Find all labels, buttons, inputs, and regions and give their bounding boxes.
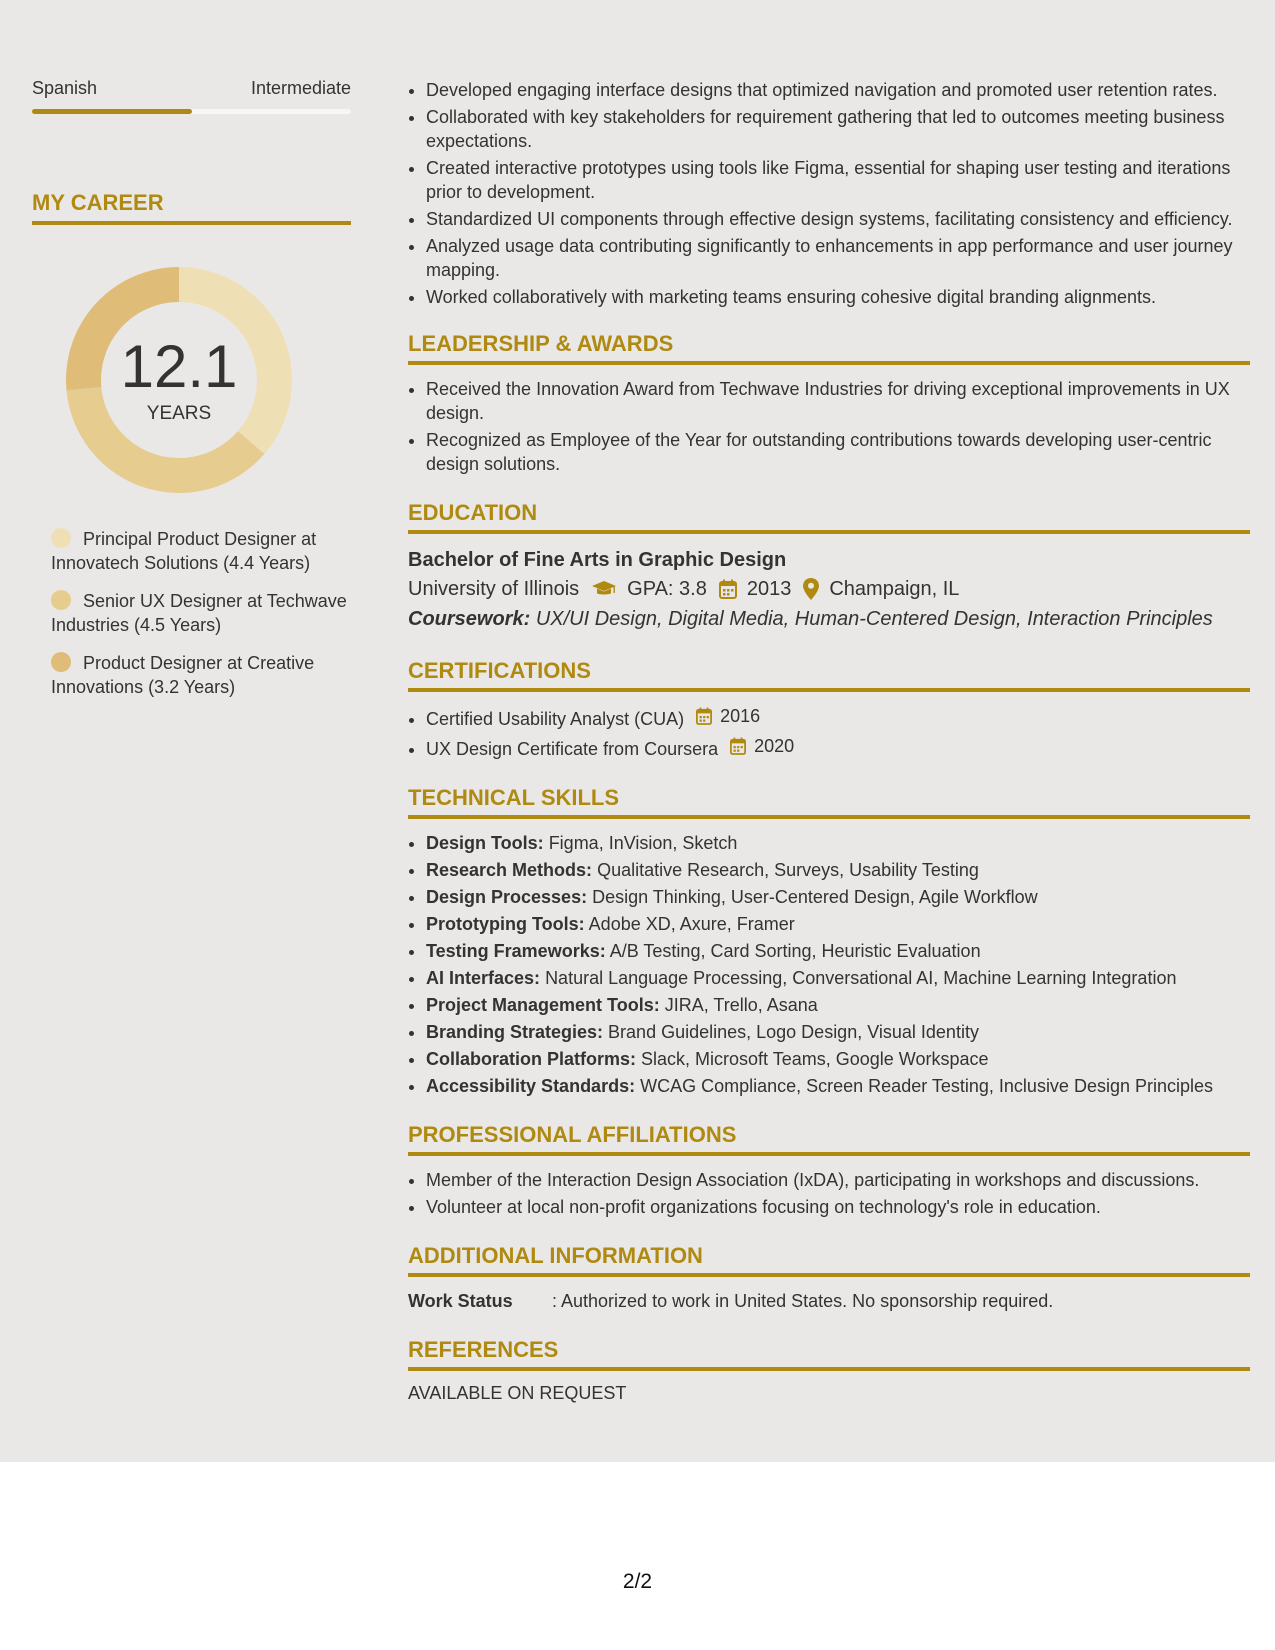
skill-category: AI Interfaces: xyxy=(426,968,541,988)
legend-label: Senior UX Designer at Techwave Industries (4.5 Years) xyxy=(51,591,347,635)
experience-bullet: • Analyzed usage data contributing significantly to enhancements in app performance and user journey mapping. xyxy=(426,234,1250,282)
career-legend xyxy=(32,527,351,699)
career-donut-chart xyxy=(66,267,292,493)
skill-item xyxy=(426,831,1250,855)
education-location: Champaign, IL xyxy=(829,578,960,600)
skill-category: Project Management Tools: xyxy=(426,995,660,1015)
skill-item xyxy=(426,966,1250,990)
career-legend-item xyxy=(51,527,351,575)
references-value: AVAILABLE ON REQUEST xyxy=(408,1383,627,1403)
skill-item xyxy=(426,1047,1250,1071)
skill-values: Natural Language Processing, Conversational AI, Machine Learning Integration xyxy=(545,968,1177,988)
legend-swatch xyxy=(51,528,71,548)
work-status-row xyxy=(408,1289,1250,1313)
experience-bullet: • Collaborated with key stakeholders for requirement gathering that led to outcomes meeting business expectations. xyxy=(426,105,1250,153)
skill-category: Prototyping Tools: xyxy=(426,914,585,934)
skill-category: Design Tools: xyxy=(426,833,544,853)
skill-values: WCAG Compliance, Screen Reader Testing, Inclusive Design Principles xyxy=(640,1076,1214,1096)
education-heading: EDUCATION xyxy=(408,500,1250,534)
graduation-cap-icon xyxy=(591,580,617,598)
skill-category: Testing Frameworks: xyxy=(426,941,606,961)
experience-bullet: • Standardized UI components through effective design systems, facilitating consistency and efficiency. xyxy=(426,207,1250,231)
skill-item xyxy=(426,885,1250,909)
calendar-icon xyxy=(719,579,737,599)
location-pin-icon xyxy=(803,578,819,600)
skills-heading: TECHNICAL SKILLS xyxy=(408,785,1250,819)
certification-name: Certified Usability Analyst (CUA) xyxy=(426,709,685,729)
career-heading: MY CAREER xyxy=(32,190,351,225)
education-details xyxy=(408,574,1250,604)
legend-swatch xyxy=(51,652,71,672)
leadership-heading: LEADERSHIP & AWARDS xyxy=(408,331,1250,365)
page-number: 2/2 xyxy=(622,1570,653,1593)
education-coursework xyxy=(408,604,1250,634)
skill-values: JIRA, Trello, Asana xyxy=(664,995,818,1015)
skill-category: Accessibility Standards: xyxy=(426,1076,636,1096)
certifications-heading: CERTIFICATIONS xyxy=(408,658,1250,692)
career-total-years: 12.1 xyxy=(120,333,238,400)
experience-bullet: • Worked collaboratively with marketing teams ensuring cohesive digital branding alignments. xyxy=(426,285,1250,309)
affiliations-heading: PROFESSIONAL AFFILIATIONS xyxy=(408,1122,1250,1156)
experience-bullets xyxy=(408,78,1250,309)
legend-swatch xyxy=(51,590,71,610)
references-heading: REFERENCES xyxy=(408,1337,1250,1371)
award-item: • Recognized as Employee of the Year for outstanding contributions towards developing user-centric design solutions. xyxy=(426,428,1250,476)
coursework-list: UX/UI Design, Digital Media, Human-Centered Design, Interaction Principles xyxy=(535,608,1213,630)
language-level: Intermediate xyxy=(250,78,351,98)
skill-item xyxy=(426,912,1250,936)
career-legend-item xyxy=(51,651,351,699)
legend-label: Principal Product Designer at Innovatech Solutions (4.4 Years) xyxy=(51,529,317,573)
affiliation-item: • Member of the Interaction Design Association (IxDA), participating in workshops and discussions. xyxy=(426,1168,1250,1192)
affiliations-list xyxy=(408,1168,1250,1219)
skill-item xyxy=(426,1020,1250,1044)
education-year: 2013 xyxy=(746,578,792,600)
career-legend-item xyxy=(51,589,351,637)
language-row xyxy=(32,78,351,99)
skill-item xyxy=(426,1074,1250,1098)
experience-bullet: • Developed engaging interface designs that optimized navigation and promoted user retention rates. xyxy=(426,78,1250,102)
skill-category: Design Processes: xyxy=(426,887,588,907)
sidebar xyxy=(32,78,351,713)
certification-item xyxy=(426,704,1250,731)
main-content xyxy=(408,78,1250,1404)
skill-item xyxy=(426,993,1250,1017)
award-item: • Received the Innovation Award from Techwave Industries for driving exceptional improvements in UX design. xyxy=(426,377,1250,425)
leadership-list xyxy=(408,377,1250,476)
education-gpa: GPA: 3.8 xyxy=(627,578,707,600)
certification-year: 2016 xyxy=(720,706,761,726)
skill-values: Figma, InVision, Sketch xyxy=(548,833,738,853)
skill-values: Adobe XD, Axure, Framer xyxy=(588,914,795,934)
skills-list xyxy=(408,831,1250,1098)
certifications-list xyxy=(408,704,1250,761)
language-proficiency-fill xyxy=(32,109,192,114)
language-name: Spanish xyxy=(32,78,98,98)
calendar-icon xyxy=(696,707,716,725)
work-status-label: Work Status xyxy=(408,1291,513,1311)
skill-values: Brand Guidelines, Logo Design, Visual Identity xyxy=(608,1022,979,1042)
skill-category: Branding Strategies: xyxy=(426,1022,604,1042)
skill-values: A/B Testing, Card Sorting, Heuristic Evaluation xyxy=(609,941,981,961)
skill-values: Qualitative Research, Surveys, Usability Testing xyxy=(597,860,979,880)
skill-category: Research Methods: xyxy=(426,860,593,880)
additional-heading: ADDITIONAL INFORMATION xyxy=(408,1243,1250,1277)
affiliation-item: • Volunteer at local non-profit organizations focusing on technology's role in education. xyxy=(426,1195,1250,1219)
skill-values: Design Thinking, User-Centered Design, Agile Workflow xyxy=(592,887,1038,907)
language-proficiency-bar xyxy=(32,109,351,114)
skill-values: Slack, Microsoft Teams, Google Workspace xyxy=(641,1049,989,1069)
skill-item xyxy=(426,858,1250,882)
legend-label: Product Designer at Creative Innovations (3.2 Years) xyxy=(51,653,315,697)
career-total-unit: YEARS xyxy=(146,403,212,424)
work-status-value: : Authorized to work in United States. No sponsorship required. xyxy=(552,1291,1054,1311)
experience-bullet: • Created interactive prototypes using tools like Figma, essential for shaping user testing and iterations prior to development. xyxy=(426,156,1250,204)
calendar-icon xyxy=(730,737,750,755)
skill-category: Collaboration Platforms: xyxy=(426,1049,637,1069)
certification-name: UX Design Certificate from Coursera xyxy=(426,739,719,759)
education-degree: Bachelor of Fine Arts in Graphic Design xyxy=(408,549,787,571)
education-school: University of Illinois xyxy=(408,578,580,600)
skill-item xyxy=(426,939,1250,963)
coursework-label: Coursework: xyxy=(408,608,531,630)
certification-year: 2020 xyxy=(754,736,795,756)
certification-item xyxy=(426,734,1250,761)
